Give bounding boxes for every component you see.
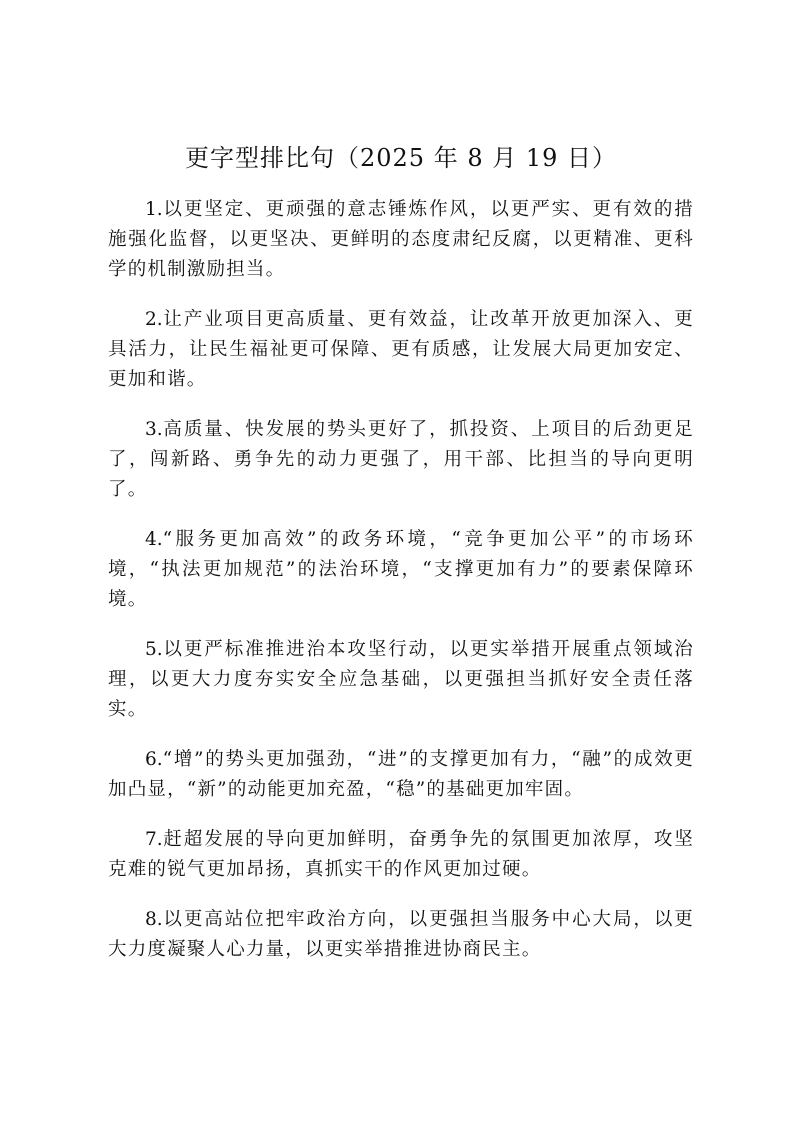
item-number: 7. bbox=[145, 829, 163, 850]
item-number: 5. bbox=[145, 639, 163, 660]
item-number: 1. bbox=[145, 199, 163, 220]
list-item bbox=[108, 905, 694, 965]
list-item bbox=[108, 825, 694, 885]
item-text: 高质量、快发展的势头更好了，抓投资、上项目的后劲更足了，闯新路、勇争先的动力更强了，用干部、比担当的导向更明了。 bbox=[108, 419, 694, 500]
item-text: 以更高站位把牢政治方向，以更强担当服务中心大局，以更大力度凝聚人心力量，以更实举措推进协商民主。 bbox=[108, 909, 694, 960]
item-number: 8. bbox=[145, 909, 163, 930]
item-number: 2. bbox=[145, 309, 163, 330]
item-list bbox=[108, 195, 694, 985]
item-number: 4. bbox=[145, 529, 163, 550]
item-number: 6. bbox=[145, 749, 163, 770]
list-item bbox=[108, 305, 694, 395]
list-item bbox=[108, 525, 694, 615]
list-item bbox=[108, 635, 694, 725]
document-title: 更字型排比句（2025 年 8 月 19 日） bbox=[184, 144, 618, 172]
item-text: “增”的势头更加强劲，“进”的支撑更加有力，“融”的成效更加凸显，“新”的动能更加充盈，“稳”的基础更加牢固。 bbox=[108, 749, 694, 800]
list-item bbox=[108, 195, 694, 285]
item-text: 赶超发展的导向更加鲜明，奋勇争先的氛围更加浓厚，攻坚克难的锐气更加昂扬，真抓实干的作风更加过硬。 bbox=[108, 829, 694, 880]
list-item bbox=[108, 415, 694, 505]
item-text: 以更坚定、更顽强的意志锤炼作风，以更严实、更有效的措施强化监督，以更坚决、更鲜明的态度肃纪反腐，以更精准、更科学的机制激励担当。 bbox=[108, 199, 694, 280]
list-item bbox=[108, 745, 694, 805]
item-text: 以更严标准推进治本攻坚行动，以更实举措开展重点领域治理，以更大力度夯实安全应急基础，以更强担当抓好安全责任落实。 bbox=[108, 639, 694, 720]
item-text: “服务更加高效”的政务环境，“竞争更加公平”的市场环境，“执法更加规范”的法治环境，“支撑更加有力”的要素保障环境。 bbox=[108, 529, 694, 610]
item-text: 让产业项目更高质量、更有效益，让改革开放更加深入、更具活力，让民生福祉更可保障、更有质感，让发展大局更加安定、更加和谐。 bbox=[108, 309, 694, 390]
item-number: 3. bbox=[145, 419, 163, 440]
